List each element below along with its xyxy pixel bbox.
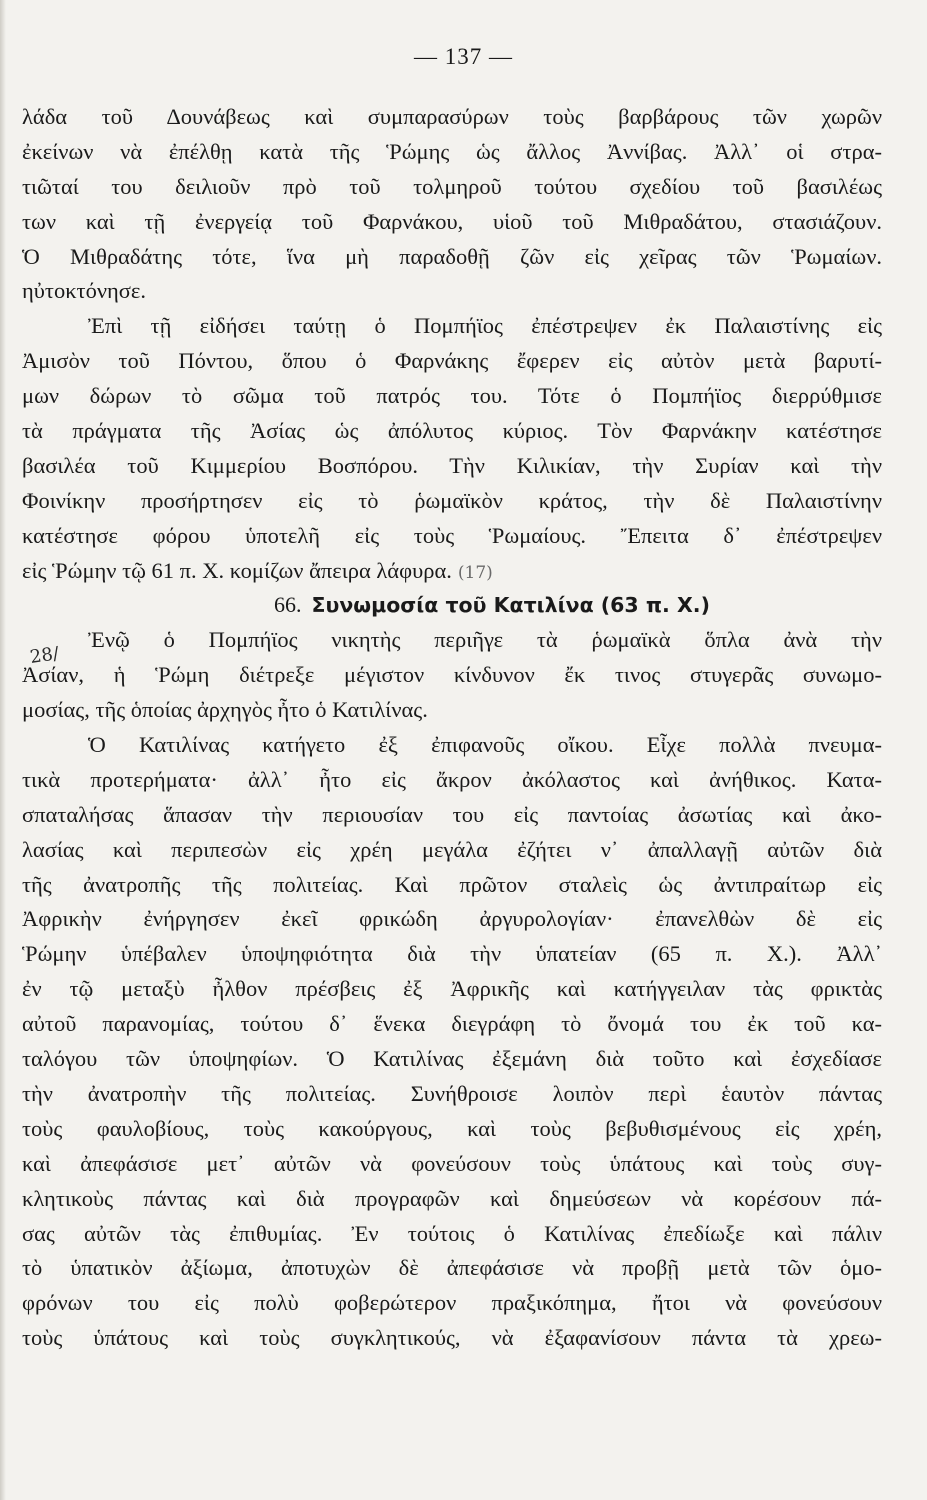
text-line: Φοινίκην προσήρτησεν εἰς τὸ ῥωμαϊκὸν κράτος, τὴν δὲ Παλαιστίνην (22, 487, 882, 513)
text-line: ἐν τῷ μεταξὺ ἦλθον πρέσβεις ἐξ Ἀφρικῆς καὶ κατήγγειλαν τὰς φρικτὰς (22, 976, 882, 1002)
text-line: κατέστησε φόρου ὑποτελῆ εἰς τοὺς Ῥωμαίους. Ἔπειτα δ᾽ ἐπέστρεψεν (22, 522, 882, 548)
text-line: τὰ πράγματα τῆς Ἀσίας ὡς ἀπόλυτος κύριος. Τὸν Φαρνάκην κατέστησε (22, 418, 882, 444)
text-line: Ἐνῷ ὁ Πομπήϊος νικητὴς περιῆγε τὰ ῥωμαϊκὰ ὅπλα ἀνὰ τὴν (88, 627, 882, 653)
text-line: Ἀσίαν, ἡ Ῥώμη διέτρεξε μέγιστον κίνδυνον ἔκ τινος στυγερᾶς συνωμο- (22, 662, 882, 688)
text-line: τοὺς ὑπάτους καὶ τοὺς συγκλητικούς, νὰ ἐξαφανίσουν πάντα τὰ χρεω- (22, 1325, 882, 1351)
text-line: τὸ ὑπατικὸν ἀξίωμα, ἀποτυχὼν δὲ ἀπεφάσισε νὰ προβῇ μετὰ τῶν ὁμο- (22, 1255, 882, 1281)
page-number: — 137 — (414, 44, 513, 69)
text-line: αὐτοῦ παρανομίας, τούτου δ᾽ ἕνεκα διεγράφη τὸ ὄνομά του ἐκ τοῦ κα- (22, 1011, 882, 1037)
text-line: καὶ ἀπεφάσισε μετ᾽ αὐτῶν νὰ φονεύσουν τοὺς ὑπάτους καὶ τοὺς συγ- (22, 1150, 882, 1176)
text-line: τιῶταί του δειλιοῦν πρὸ τοῦ τολμηροῦ τούτου σχεδίου τοῦ βασιλέως (22, 173, 882, 199)
text-line: τοὺς φαυλοβίους, τοὺς κακούργους, καὶ τοὺς βεβυθισμένους εἰς χρέη, (22, 1115, 882, 1141)
text-line: ηὐτοκτόνησε. (22, 278, 146, 304)
text-line: Ῥώμην ὑπέβαλεν ὑποψηφιότητα διὰ τὴν ὑπατείαν (65 π. Χ.). Ἀλλ᾽ (22, 941, 882, 967)
text-line: μοσίας, τῆς ὁποίας ἀρχηγὸς ἦτο ὁ Κατιλίνας. (22, 697, 428, 723)
text-line: μων δώρων τὸ σῶμα τοῦ πατρός του. Τότε ὁ Πομπήϊος διερρύθμισε (22, 383, 882, 409)
text-line: Ἀμισὸν τοῦ Πόντου, ὅπου ὁ Φαρνάκης ἔφερεν εἰς αὐτὸν μετὰ βαρυτί- (22, 348, 882, 374)
section-number: 66. (274, 592, 302, 618)
handwritten-inline-note: (17) (457, 562, 493, 583)
text-line-with-note (22, 554, 882, 589)
text-line: βασιλέα τοῦ Κιμμερίου Βοσπόρου. Τὴν Κιλικίαν, τὴν Συρίαν καὶ τὴν (22, 452, 882, 478)
text-line: ταλόγου τῶν ὑποψηφίων. Ὁ Κατιλίνας ἐξεμάνη διὰ τοῦτο καὶ ἐσχεδίασε (22, 1046, 882, 1072)
text-line: τικὰ προτερήματα· ἀλλ᾽ ἦτο εἰς ἄκρον ἀκόλαστος καὶ ἀνήθικος. Κατα- (22, 766, 882, 792)
text-line: σπαταλήσας ἅπασαν τὴν περιουσίαν του εἰς παντοίας ἀσωτίας καὶ ἀκο- (22, 801, 882, 827)
text-line: λασίας καὶ περιπεσὼν εἰς χρέη μεγάλα ἐζήτει ν᾽ ἀπαλλαγῇ αὐτῶν διὰ (22, 836, 882, 862)
text-line: Ὁ Κατιλίνας κατήγετο ἐξ ἐπιφανοῦς οἴκου. Εἶχε πολλὰ πνευμα- (88, 732, 882, 758)
handwritten-margin-note: 28/ (28, 643, 61, 668)
text-line: κλητικοὺς πάντας καὶ διὰ προγραφῶν καὶ δημεύσεων νὰ κορέσουν πά- (22, 1185, 882, 1211)
text-line: Ἀφρικὴν ἐνήργησεν ἐκεῖ φρικώδη ἀργυρολογίαν· ἐπανελθὼν δὲ εἰς (22, 906, 882, 932)
text-line: φρόνων του εἰς πολὺ φοβερώτερον πραξικόπημα, ἤτοι νὰ φονεύσουν (22, 1290, 882, 1316)
section-heading (22, 588, 882, 623)
text-line: τὴν ἀνατροπὴν τῆς πολιτείας. Συνήθροισε λοιπὸν περὶ ἑαυτὸν πάντας (22, 1080, 882, 1106)
page-binding-edge (0, 0, 6, 1500)
text-line: σας αὐτῶν τὰς ἐπιθυμίας. Ἐν τούτοις ὁ Κατιλίνας ἐπεδίωξε καὶ πάλιν (22, 1220, 882, 1246)
text-line: λάδα τοῦ Δουνάβεως καὶ συμπαρασύρων τοὺς βαρβάρους τῶν χωρῶν (22, 104, 882, 129)
body-text (22, 100, 882, 1356)
text-line: τῆς ἀνατροπῆς τῆς πολιτείας. Καὶ πρῶτον σταλεὶς ὡς ἀντιπραίτωρ εἰς (22, 871, 882, 897)
text-line: εἰς Ῥώμην τῷ 61 π. Χ. κομίζων ἄπειρα λάφυρα. (22, 557, 452, 583)
text-line: ἐκείνων νὰ ἐπέλθῃ κατὰ τῆς Ῥώμης ὡς ἄλλος Ἀννίβας. Ἀλλ᾽ οἱ στρα- (22, 138, 882, 164)
section-title: Συνωμοσία τοῦ Κατιλίνα (63 π. Χ.) (311, 593, 710, 618)
text-line: Ὁ Μιθραδάτης τότε, ἵνα μὴ παραδοθῇ ζῶν εἰς χεῖρας τῶν Ῥωμαίων. (22, 243, 882, 269)
text-line: Ἐπὶ τῇ εἰδήσει ταύτῃ ὁ Πομπήϊος ἐπέστρεψεν ἐκ Παλαιστίνης εἰς (88, 313, 882, 339)
text-line: των καὶ τῇ ἐνεργείᾳ τοῦ Φαρνάκου, υἱοῦ τοῦ Μιθραδάτου, στασιάζουν. (22, 208, 882, 234)
